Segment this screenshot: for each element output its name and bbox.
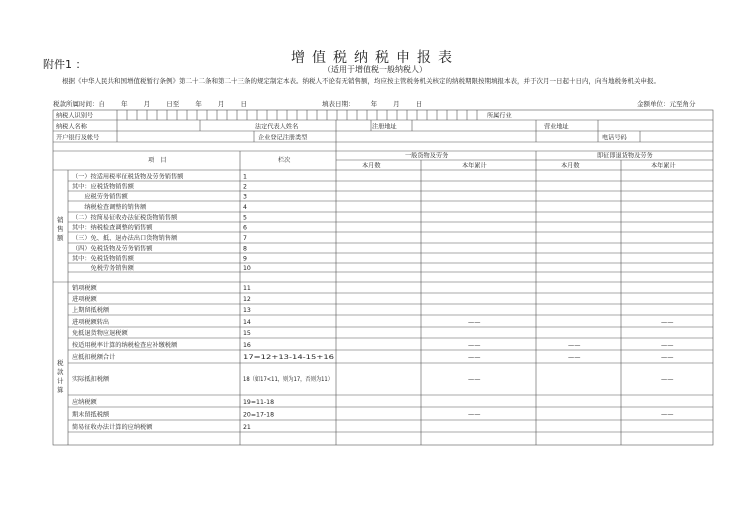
- period-day-2: 日: [240, 100, 247, 108]
- period-label: 税款所属时间：自: [53, 100, 105, 108]
- reg-type-label: 企业登记注册类型: [258, 134, 308, 142]
- row-line: 14: [243, 319, 251, 326]
- taxpayer-name-label: 纳税人名称: [56, 123, 87, 131]
- fill-year: 年: [370, 100, 378, 108]
- row-line: 19=11-18: [243, 399, 275, 406]
- row-item: 进项税额: [72, 296, 97, 303]
- industry-label: 所属行业: [487, 112, 512, 120]
- row-line: 6: [243, 224, 247, 232]
- general-year: 本年累计: [462, 162, 487, 170]
- row-line: 4: [243, 204, 247, 211]
- general-month: 本月数: [362, 162, 381, 170]
- row-item: 其中：应税货物销售额: [72, 183, 134, 191]
- period-month-2: 月: [217, 100, 225, 108]
- dash-mark: ——: [468, 319, 481, 326]
- row-item: （三）免、抵、退办法出口货物销售额: [72, 235, 178, 242]
- row-item: （一）按适用税率征税货物及劳务销售额: [72, 173, 184, 181]
- dash-mark: ——: [468, 354, 481, 361]
- bank-account-label: 开户银行及帐号: [56, 134, 100, 142]
- row-line: 3: [243, 193, 247, 201]
- row-item: （四）免税货物及劳务销售额: [72, 245, 153, 253]
- fill-day: 日: [415, 100, 423, 108]
- row-line: 7: [243, 235, 247, 242]
- table-rows: [72, 173, 350, 432]
- section-calc-4: 算: [57, 386, 64, 394]
- amount-unit: 金额单位：元至角分: [637, 100, 696, 108]
- row-line: 17=12+13-14-15+16: [243, 354, 335, 361]
- dash-marks: [468, 319, 673, 419]
- legal-text: 根据《中华人民共和国增值税暂行条例》第二十二条和第二十三条的规定制定本表。纳税人不论有无销售额，均应按主管税务机关核定的纳税期限按期填报本表，并于次月一日起十日内，向当地税务机关申报。: [62, 77, 660, 85]
- legal-rep-label: 法定代表人姓名: [255, 123, 299, 131]
- period-month-1: 月: [143, 100, 151, 108]
- section-sales-2: 售: [57, 225, 64, 233]
- dash-mark: ——: [568, 354, 581, 361]
- row-line: 9: [243, 255, 247, 263]
- row-line: 13: [243, 307, 251, 314]
- row-item: 进项税额转出: [72, 319, 110, 326]
- row-item: 简易征收办法计算的应纳税额: [72, 424, 153, 431]
- column-line: 栏次: [278, 157, 291, 164]
- row-item: 其中：免税货物销售额: [72, 255, 134, 263]
- column-item: 项 目: [148, 157, 167, 164]
- row-line: 16: [243, 342, 251, 349]
- reg-address-label: 注册地址: [372, 123, 397, 131]
- dash-mark: ——: [661, 354, 674, 361]
- row-line: 11: [243, 285, 251, 292]
- period-year-1: 年: [121, 100, 128, 108]
- period-day-1: 日至: [166, 100, 180, 108]
- row-line: 18（如17<11，则为17，否则为11）: [243, 376, 350, 383]
- dash-mark: ——: [661, 411, 674, 419]
- row-line: 15: [243, 330, 251, 337]
- row-item: 应纳税额: [72, 399, 97, 406]
- phone-label: 电话号码: [602, 134, 627, 142]
- row-item: 纳税检查调整的销售额: [72, 204, 147, 211]
- row-item: 销项税额: [72, 285, 97, 292]
- row-item: 其中：纳税检查调整的销售额: [72, 224, 153, 232]
- row-item: 免税劳务销售额: [72, 265, 134, 272]
- dash-mark: ——: [661, 319, 674, 326]
- period-year-2: 年: [195, 100, 202, 108]
- refund-month: 本月数: [561, 162, 580, 170]
- form-subtitle: （适用于增值税一般纳税人）: [323, 65, 427, 74]
- form-title: 增值税纳税申报表: [291, 50, 459, 66]
- row-line: 20=17-18: [243, 411, 275, 419]
- row-item: 按适用税率计算的纳税检查应补缴税额: [72, 342, 178, 349]
- dash-mark: ——: [661, 342, 674, 349]
- dash-mark: ——: [661, 376, 674, 383]
- row-line: 5: [243, 214, 247, 222]
- row-line: 8: [243, 245, 247, 253]
- row-line: 2: [243, 183, 247, 191]
- section-calc-3: 计: [57, 377, 64, 385]
- row-line: 10: [243, 265, 251, 272]
- row-item: （二）按简易征收办法征税货物销售额: [72, 214, 178, 222]
- row-item: 应税劳务销售额: [72, 193, 128, 201]
- biz-address-label: 营业地址: [544, 123, 569, 131]
- fill-month: 月: [393, 100, 400, 108]
- section-sales-1: 销: [57, 216, 64, 224]
- row-item: 实际抵扣税额: [72, 376, 110, 383]
- dash-mark: ——: [568, 342, 581, 349]
- row-line: 1: [243, 173, 247, 181]
- fill-label: 填表日期：: [322, 100, 355, 108]
- section-calc-1: 税: [57, 359, 64, 367]
- row-item: 上期留抵税额: [72, 307, 110, 314]
- dash-mark: ——: [468, 376, 481, 383]
- refund-year: 本年累计: [651, 162, 676, 170]
- taxpayer-id-label: 纳税人识别号: [56, 112, 94, 120]
- row-item: 应抵扣税额合计: [72, 354, 116, 361]
- dash-mark: ——: [468, 342, 481, 349]
- row-item: 期末留抵税额: [72, 411, 110, 419]
- section-calc-2: 款: [57, 368, 64, 376]
- column-general: 一般货物及劳务: [405, 152, 449, 160]
- column-refund: 即征即退货物及劳务: [597, 152, 653, 160]
- row-item: 免抵退货物应退税额: [72, 330, 128, 337]
- attachment-label: 附件1 ：: [43, 58, 87, 71]
- row-line: 21: [243, 424, 251, 431]
- dash-mark: ——: [468, 411, 481, 419]
- section-sales-3: 额: [57, 234, 64, 242]
- row-line: 12: [243, 296, 251, 303]
